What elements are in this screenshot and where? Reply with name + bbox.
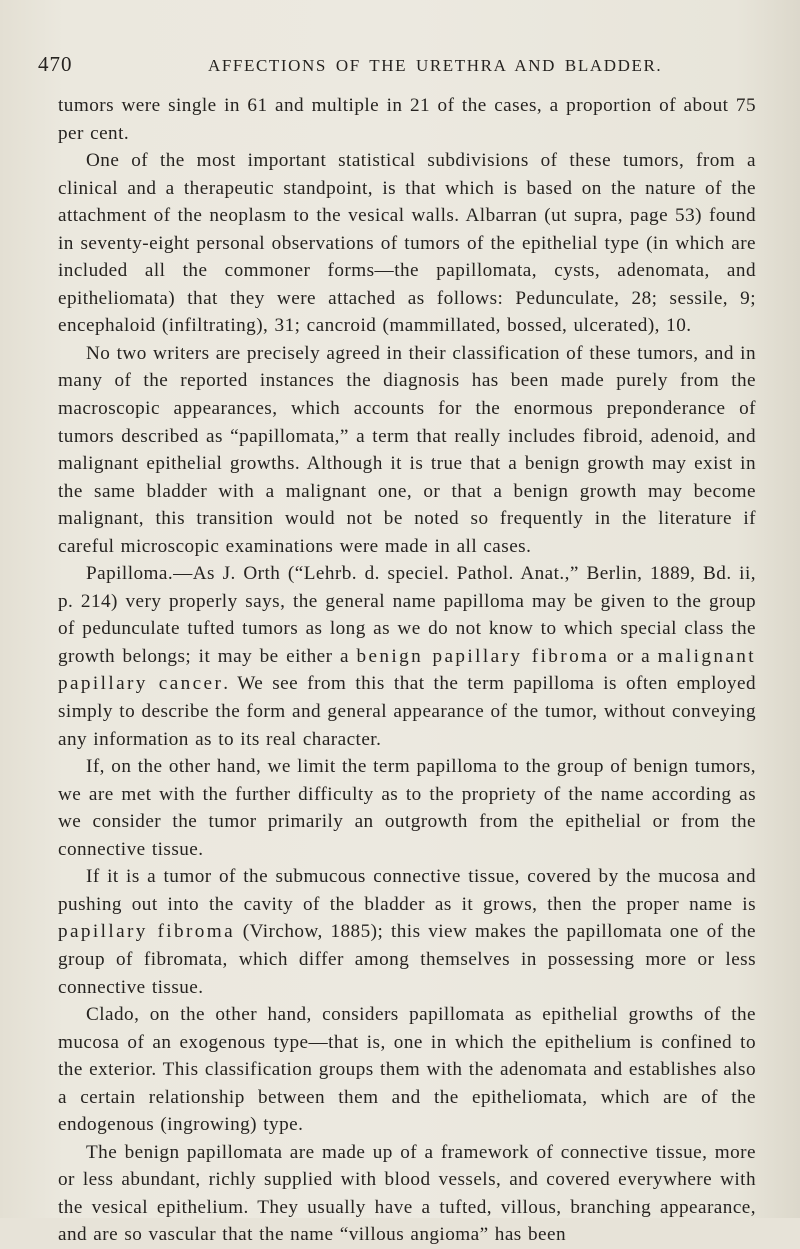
text-run: Papilloma.—As J. Orth (“Lehrb. d. speciel. Pathol. Anat.,” Berlin, 1889, Bd. ii, p. 214) very properly says, the general name papilloma may be given to the group of pedunculate tufted tumors as long as we do not know to which special class the growth belongs; it may be either a xyxy=(58,563,756,667)
emphasized-term: papillary fibroma xyxy=(58,921,236,943)
body-text xyxy=(58,92,756,1249)
paragraph-classification: No two writers are precisely agreed in their classification of these tumors, and in many of the reported instances the diagnosis has been made purely from the macroscopic appearances, which accounts for the enormous preponderance of tumors described as “papillomata,” a term that really includes fibroid, adenoid, and malignant epithelial growths. Although it is true that a benign growth may exist in the same bladder with a malignant one, or that a benign growth may become malignant, this transition would not be noted so frequently in the literature if careful microscopic examinations were made in all cases. xyxy=(58,342,756,557)
text-run: or a xyxy=(609,645,658,667)
running-title: AFFECTIONS OF THE URETHRA AND BLADDER. xyxy=(208,56,663,75)
text-run: (Virchow, 1885); this view makes the papillomata one of the group of fibromata, which differ among themselves in possessing more or less connective tissue. xyxy=(58,921,756,998)
paragraph-continued: tumors were single in 61 and multiple in 21 of the cases, a proportion of about 75 per cent. xyxy=(58,95,756,144)
emphasized-term: benign papillary fibroma xyxy=(356,645,610,667)
text-run: . We see from this that the term papilloma is often employed simply to describe the form and general appearance of the tumor, without conveying any information as to its real character. xyxy=(58,673,756,750)
text-run: If it is a tumor of the submucous connective tissue, covered by the mucosa and pushing out into the cavity of the bladder as it grows, then the proper name is xyxy=(58,866,756,915)
emphasized-term: malignant papillary cancer xyxy=(58,645,756,695)
paragraph-attachment-statistics: One of the most important statistical subdivisions of these tumors, from a clinical and a therapeutic standpoint, is that which is based on the nature of the attachment of the neoplasm to the vesical walls. Albarran (ut supra, page 53) found in seventy-eight personal observations of tumors of the epithelial type (in which are included all the commoner forms—the papillomata, cysts, adenomata, and epitheliomata) that they were attached as follows: Pedunculate, 28; sessile, 9; encephaloid (infiltrating), 31; cancroid (mammillated, bossed, ulcerated), 10. xyxy=(58,150,756,337)
page-number: 470 xyxy=(38,52,73,76)
paragraph-clado: Clado, on the other hand, considers papillomata as epithelial growths of the mucosa of an exogenous type—that is, one in which the epithelium is confined to the exterior. This classification groups them with the adenomata and establishes also a certain relationship between them and the epitheliomata, which are of the endogenous (ingrowing) type. xyxy=(58,1004,756,1136)
paragraph-benign-limit: If, on the other hand, we limit the term papilloma to the group of benign tumors, we are met with the further difficulty as to the propriety of the name according as we consider the tumor primarily an outgrowth from the epithelial or from the connective tissue. xyxy=(58,756,756,860)
paragraph-papillary-fibroma xyxy=(58,863,756,1001)
paragraph-papilloma xyxy=(58,560,756,753)
running-head xyxy=(38,52,756,92)
paragraph-benign-papillomata: The benign papillomata are made up of a framework of connective tissue, more or less abundant, richly supplied with blood vessels, and covered everywhere with the vesical epithelium. They usually have a tufted, villous, branching appearance, and are so vascular that the name “villous angioma” has been xyxy=(58,1141,756,1246)
